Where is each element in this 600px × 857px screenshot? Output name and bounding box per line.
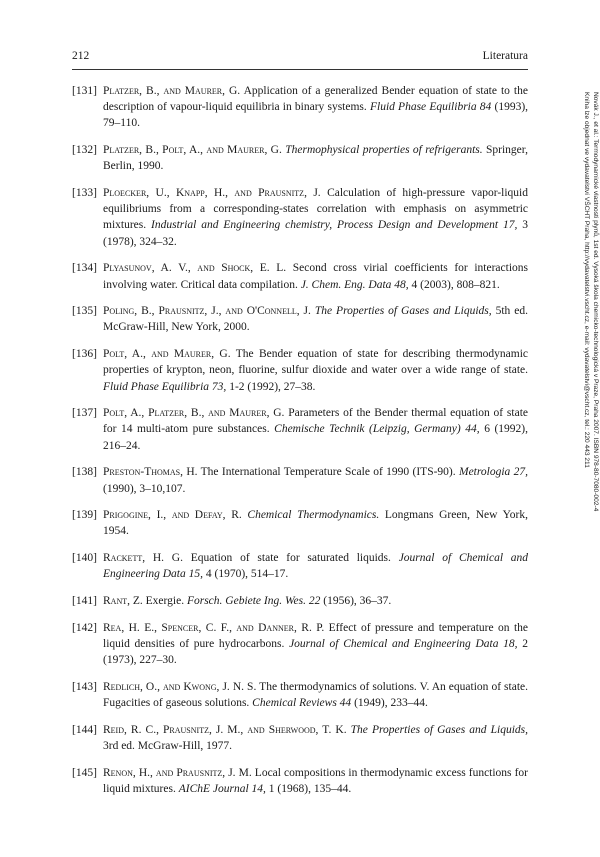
reference-journal: Metrologia 27, (458, 466, 529, 479)
reference-title: Local compositions in thermodynamic excess functions for liquid mixtures. (103, 766, 529, 795)
page-number: 212 (72, 50, 90, 62)
reference-details: 3 (1978), 324–32. (103, 219, 528, 248)
reference-title: Effect of pressure and temperature on the liquid densities of pure hydrocarbons. (103, 621, 528, 650)
reference-number: [143] (72, 680, 97, 693)
reference-details: 4 (1970), 514–17. (205, 568, 289, 581)
reference-title: Application of a generalized Bender equation of state to the description of vapour-liquid equilibria in binary systems. (103, 85, 528, 114)
reference-authors: Preston-Thomas, H. (103, 466, 198, 479)
reference-item (72, 620, 528, 669)
order-info-line: Kniha lze objednat ve vydavatelství VŠCHT Praha, http://vydavatelstvi.vscht.cz, e-mail: vydavatelstvi@vscht.cz, tel.: 220 443 211 (583, 92, 590, 468)
reference-item (72, 679, 528, 711)
reference-number: [137] (72, 407, 97, 420)
reference-item (72, 83, 528, 132)
reference-authors: Polt, A., and Maurer, G. (103, 348, 231, 361)
reference-authors: Platzer, B., Polt, A., and Maurer, G. (103, 144, 282, 157)
reference-authors: Plyasunov, A. V., and Shock, E. L. (103, 262, 287, 275)
reference-number: [144] (72, 723, 97, 736)
reference-journal: Thermophysical properties of refrigerants. (285, 144, 483, 157)
reference-authors: Redlich, O., and Kwong, J. N. S. (103, 680, 257, 693)
reference-details: 2 (1973), 227–30. (103, 637, 529, 667)
reference-item (72, 142, 528, 174)
reference-number: [132] (72, 144, 97, 157)
reference-journal: AIChE Journal 14, (178, 782, 266, 795)
reference-title: The thermodynamics of solutions. V. An equation of state. Fugacities of gaseous solutions. (103, 680, 529, 710)
reference-authors: Rant, Z. (103, 595, 143, 608)
reference-item (72, 303, 528, 335)
reference-authors: Rea, H. E., Spencer, C. F., and Danner, R. P. (103, 621, 325, 634)
reference-details: (1990), 3–10,107. (103, 482, 186, 495)
reference-journal: J. Chem. Eng. Data 48, (300, 278, 409, 291)
reference-details: 4 (2003), 808–821. (411, 278, 500, 291)
reference-number: [135] (72, 305, 97, 318)
reference-authors: Renon, H., and Prausnitz, J. M. (103, 766, 252, 779)
copyright-sidebar (570, 92, 600, 588)
reference-number: [141] (72, 595, 97, 608)
copyright-line: Novák J., et al.: Termodynamické vlastnosti plynů, 1st ed. Vysoká škola chemicko-technologická v Praze, Praha 2007. ISBN 978-80-7080-002-4 (592, 92, 599, 512)
reference-details: (1993), 79–110. (103, 101, 529, 130)
running-header (72, 50, 528, 62)
reference-journal: Fluid Phase Equilibria 73, (103, 380, 227, 393)
reference-title: Equation of state for saturated liquids. (190, 552, 391, 565)
reference-title: Second cross virial coefficients for interactions involving water. Critical data compilation. (103, 262, 528, 291)
reference-number: [133] (72, 187, 97, 200)
reference-list (72, 83, 528, 808)
reference-authors: Ploecker, U., Knapp, H., and Prausnitz, J. (103, 187, 321, 200)
reference-number: [136] (72, 348, 97, 361)
reference-journal: Chemical Thermodynamics. (247, 509, 380, 522)
reference-item (72, 405, 528, 454)
reference-title: Parameters of the Bender thermal equation of state for 14 multi-atom pure substances. (103, 407, 528, 436)
reference-item (72, 507, 528, 539)
reference-authors: Rackett, H. G. (103, 552, 183, 565)
reference-journal: Chemical Reviews 44 (252, 697, 352, 710)
reference-details: (1949), 233–44. (354, 697, 428, 710)
reference-authors: Reid, R. C., Prausnitz, J. M., and Sherwood, T. K. (103, 723, 347, 736)
reference-number: [145] (72, 766, 97, 779)
reference-details: 5th ed. McGraw-Hill, New York, 2000. (103, 305, 528, 334)
section-title: Literatura (482, 50, 528, 62)
reference-number: [142] (72, 621, 97, 634)
reference-number: [131] (72, 85, 97, 97)
reference-journal: The Properties of Gases and Liquids, (314, 305, 492, 318)
reference-journal: Journal of Chemical and Engineering Data 18, (289, 637, 518, 650)
reference-details: 1-2 (1992), 27–38. (229, 380, 316, 393)
reference-journal: Fluid Phase Equilibria 84 (369, 101, 492, 114)
reference-item (72, 346, 528, 395)
reference-journal: The Properties of Gases and Liquids, (350, 723, 528, 736)
reference-number: [138] (72, 466, 97, 479)
reference-title: Exergie. (145, 595, 185, 608)
reference-number: [139] (72, 509, 97, 522)
reference-authors: Platzer, B., and Maurer, G. (103, 85, 241, 97)
reference-title: Calculation of high-pressure vapor-liquid equilibriums from a corresponding-states correlation with emphasis on asymmetric mixtures. (103, 187, 528, 232)
reference-item (72, 464, 528, 496)
reference-authors: Poling, B., Prausnitz, J., and O'Connell, J. (103, 305, 311, 318)
reference-authors: Prigogine, I., and Defay, R. (103, 509, 242, 522)
reference-item (72, 550, 528, 582)
reference-item (72, 185, 528, 250)
reference-details: 3rd ed. McGraw-Hill, 1977. (103, 740, 233, 752)
reference-journal: Journal of Chemical and Engineering Data 15, (103, 552, 529, 581)
reference-item (72, 722, 528, 754)
reference-journal: Industrial and Engineering chemistry, Process Design and Development 17, (151, 219, 518, 232)
reference-title: The International Temperature Scale of 1990 (ITS-90). (200, 466, 456, 479)
reference-journal: Forsch. Gebiete Ing. Wes. 22 (186, 595, 321, 608)
reference-authors: Polt, A., Platzer, B., and Maurer, G. (103, 407, 285, 420)
reference-details: Longmans Green, New York, 1954. (103, 509, 529, 538)
reference-number: [140] (72, 552, 97, 565)
header-rule (72, 69, 528, 70)
reference-details: (1956), 36–37. (323, 595, 392, 608)
reference-number: [134] (72, 262, 97, 275)
reference-details: Springer, Berlin, 1990. (103, 144, 529, 173)
reference-item (72, 260, 528, 292)
reference-details: 6 (1992), 216–24. (103, 423, 529, 452)
reference-journal: Chemische Technik (Leipzig, Germany) 44, (274, 423, 480, 436)
reference-item (72, 765, 528, 797)
reference-item (72, 593, 528, 609)
reference-details: 1 (1968), 135–44. (268, 782, 352, 795)
reference-title: The Bender equation of state for describing thermodynamic properties of krypton, neon, fluorine, sulfur dioxide and water over a wide range of state. (103, 348, 529, 377)
